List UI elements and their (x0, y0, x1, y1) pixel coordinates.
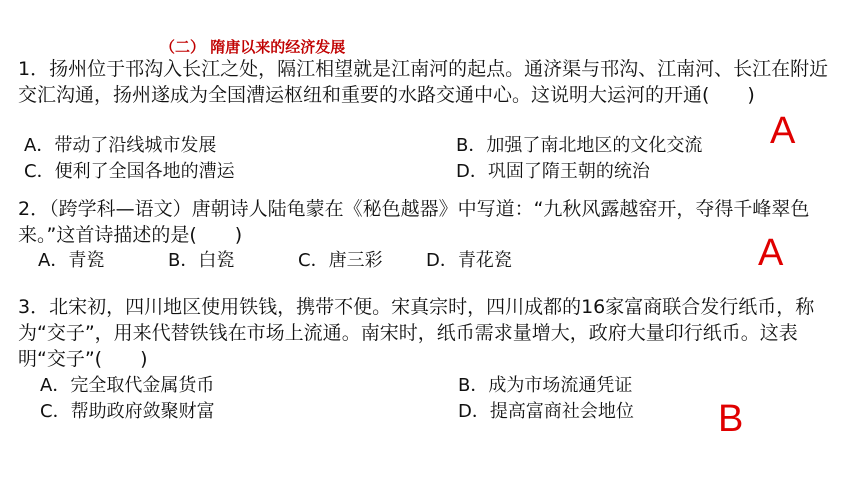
q2-answer: A (758, 232, 784, 274)
q1-option-d: D．巩固了隋王朝的统治 (456, 161, 650, 182)
q3-option-c: C．帮助政府敛聚财富 (40, 401, 215, 422)
q1-option-c: C．便利了全国各地的漕运 (24, 161, 235, 182)
q1-answer: A (770, 110, 796, 152)
q3-option-a: A．完全取代金属货币 (40, 375, 215, 396)
question-3 (18, 294, 838, 372)
question-3-stem: 3．北宋初，四川地区使用铁钱，携带不便。宋真宗时，四川成都的16家富商联合发行纸币，称为“交子”，用来代替铁钱在市场上流通。南宋时，纸币需求量增大，政府大量印行纸币。这表明“交子”( ) (18, 296, 815, 370)
question-1 (18, 56, 838, 108)
section-title: （二） 隋唐以来的经济发展 (160, 38, 346, 56)
q2-option-c: C．唐三彩 (298, 250, 383, 271)
q1-option-a: A．带动了沿线城市发展 (24, 135, 217, 156)
question-2-stem: 2．（跨学科—语文）唐朝诗人陆龟蒙在《秘色越器》中写道：“九秋风露越窑开，夺得千峰翠色来。”这首诗描述的是( ) (18, 198, 810, 246)
q3-option-b: B．成为市场流通凭证 (458, 375, 633, 396)
question-2 (18, 196, 818, 248)
q2-option-a: A．青瓷 (38, 250, 105, 271)
q3-answer: B (718, 398, 744, 440)
question-1-stem: 1．扬州位于邗沟入长江之处，隔江相望就是江南河的起点。通济渠与邗沟、江南河、长江在附近交汇沟通，扬州遂成为全国漕运枢纽和重要的水路交通中心。这说明大运河的开通( ) (18, 58, 829, 106)
q2-option-d: D．青花瓷 (426, 250, 512, 271)
q2-option-b: B．白瓷 (168, 250, 235, 271)
q3-option-d: D．提高富商社会地位 (458, 401, 634, 422)
q1-option-b: B．加强了南北地区的文化交流 (456, 135, 703, 156)
